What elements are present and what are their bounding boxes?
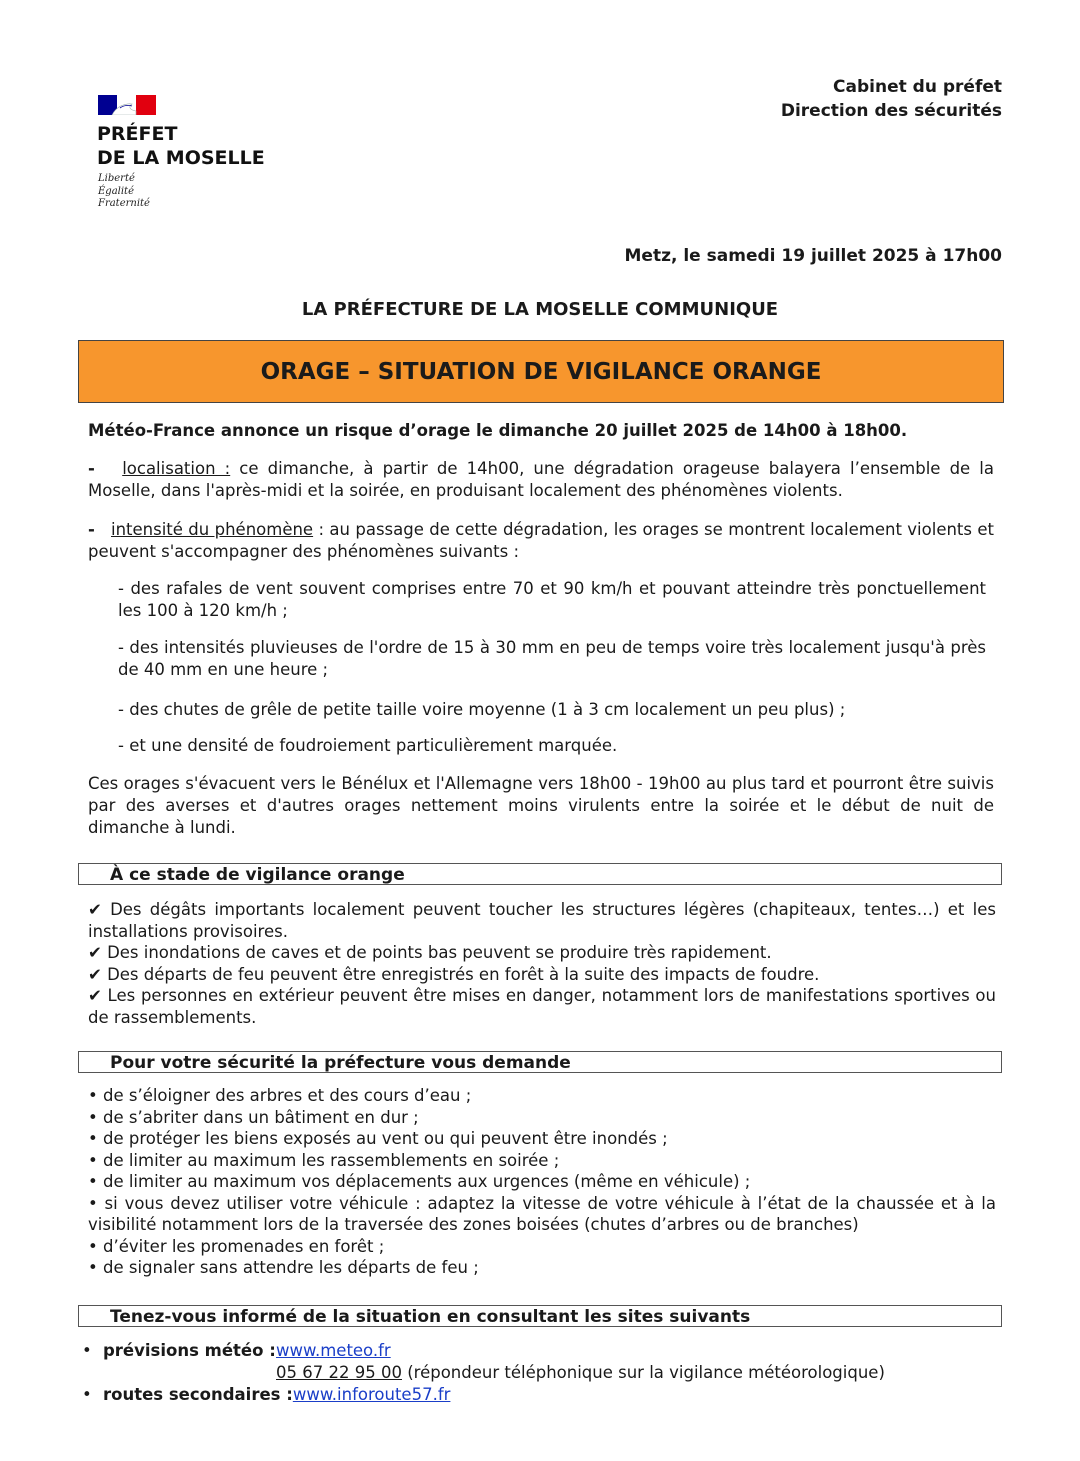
securite-list [88, 1085, 996, 1279]
bullet: • [82, 1341, 92, 1360]
dash: - [88, 459, 95, 478]
intro-text: Météo-France annonce un risque d’orage le dimanche 20 juillet 2025 de 14h00 à 18h00. [88, 421, 908, 440]
meteo-row [82, 1340, 276, 1362]
evacuation-paragraph: Ces orages s'évacuent vers le Bénélux et l'Allemagne vers 18h00 - 19h00 au plus tard et pourront être suivis par des averses et d'autres orages nettement moins virulents entre la soirée et le début de nuit de dimanche à lundi. [88, 774, 994, 837]
section-header-vigilance [78, 863, 1002, 885]
list-item: ✔ Des départs de feu peuvent être enregistrés en forêt à la suite des impacts de foudre. [88, 964, 820, 984]
intensite-label: intensité du phénomène [111, 520, 314, 539]
list-item: ✔ Les personnes en extérieur peuvent être mises en danger, notamment lors de manifestations sportives ou de rassemblements. [88, 986, 996, 1027]
logo-line-1: PRÉFET [97, 123, 178, 145]
list-item: • de limiter au maximum vos déplacements aux urgences (même en véhicule) ; [88, 1172, 751, 1191]
vigilance-banner [78, 340, 1004, 403]
section-title: À ce stade de vigilance orange [110, 865, 405, 885]
list-item: • si vous devez utiliser votre véhicule : adaptez la vitesse de votre véhicule à l’état de la chaussée et à la visibilité notamment lors de la traversée des zones boisées (chutes d’arbres ou de branches) [88, 1193, 996, 1234]
communique-heading: LA PRÉFECTURE DE LA MOSELLE COMMUNIQUE [301, 299, 779, 320]
list-item: • de protéger les biens exposés au vent ou qui peuvent être inondés ; [88, 1129, 668, 1148]
section-header-securite [78, 1051, 1002, 1073]
republic-motto [98, 173, 150, 211]
list-item: ✔ Des inondations de caves et de points bas peuvent se produire très rapidement. [88, 943, 772, 962]
intensite-paragraph [88, 519, 994, 563]
phenomene-item: - et une densité de foudroiement particulièrement marquée. [118, 736, 618, 755]
cabinet-label: Cabinet du préfet [833, 77, 1002, 97]
localisation-label: localisation : [122, 459, 231, 478]
list-item: • de limiter au maximum les rassemblements en soirée ; [88, 1150, 560, 1170]
section-title: Tenez-vous informé de la situation en consultant les sites suivants [110, 1307, 751, 1327]
meteo-link[interactable]: www.meteo.fr [276, 1341, 391, 1360]
banner-title: ORAGE – SITUATION DE VIGILANCE ORANGE [260, 358, 822, 385]
logo-line-2: DE LA MOSELLE [97, 147, 265, 169]
phenomene-item: - des chutes de grêle de petite taille voire moyenne (1 à 3 cm localement un peu plus) ; [118, 700, 846, 719]
marianne-flag-logo [98, 95, 156, 115]
routes-link[interactable]: www.inforoute57.fr [292, 1385, 451, 1404]
routes-row [82, 1384, 450, 1406]
dateline: Metz, le samedi 19 juillet 2025 à 17h00 [624, 246, 1002, 266]
meteo-phone-note: (répondeur téléphonique sur la vigilance météorologique) [401, 1363, 885, 1382]
routes-label: routes secondaires : [102, 1385, 293, 1404]
list-item: • de signaler sans attendre les départs de feu ; [88, 1258, 479, 1277]
list-item: • d’éviter les promenades en forêt ; [88, 1236, 385, 1256]
dash: - [88, 520, 95, 539]
vigilance-list [88, 899, 996, 1028]
localisation-text: ce dimanche, à partir de 14h00, une dégradation orageuse balayera l’ensemble de la Moselle, dans l'après-midi et la soirée, en produisant localement des phénomènes violents. [88, 459, 994, 500]
motto-fraternite: Fraternité [98, 198, 150, 209]
motto-liberte: Liberté [98, 173, 135, 184]
intensite-text: : au passage de cette dégradation, les orages se montrent localement violents et peuvent s'accompagner des phénomènes suivants : [88, 520, 994, 561]
direction-label: Direction des sécurités [780, 101, 1002, 121]
prefet-logo-title [97, 122, 265, 170]
localisation-paragraph [88, 458, 994, 502]
section-title: Pour votre sécurité la préfecture vous demande [110, 1053, 571, 1073]
phenomene-item: - des rafales de vent souvent comprises entre 70 et 90 km/h et pouvant atteindre très ponctuellement les 100 à 120 km/h ; [118, 579, 986, 620]
meteo-label: prévisions météo : [102, 1341, 276, 1360]
bullet: • [82, 1385, 92, 1404]
motto-egalite: Égalité [98, 185, 134, 197]
section-header-info [78, 1305, 1002, 1327]
phenomene-item: - des intensités pluvieuses de l'ordre de 15 à 30 mm en peu de temps voire très localement jusqu'à près de 40 mm en une heure ; [118, 638, 986, 679]
issuer-block [781, 75, 1002, 123]
meteo-phone[interactable]: 05 67 22 95 00 [276, 1363, 402, 1382]
list-item: • de s’éloigner des arbres et des cours d’eau ; [88, 1086, 472, 1105]
meteo-phone-row [276, 1362, 885, 1384]
list-item: • de s’abriter dans un bâtiment en dur ; [88, 1107, 419, 1127]
list-item: ✔ Des dégâts importants localement peuvent toucher les structures légères (chapiteaux, tentes…) et les installations provisoires. [88, 900, 996, 941]
